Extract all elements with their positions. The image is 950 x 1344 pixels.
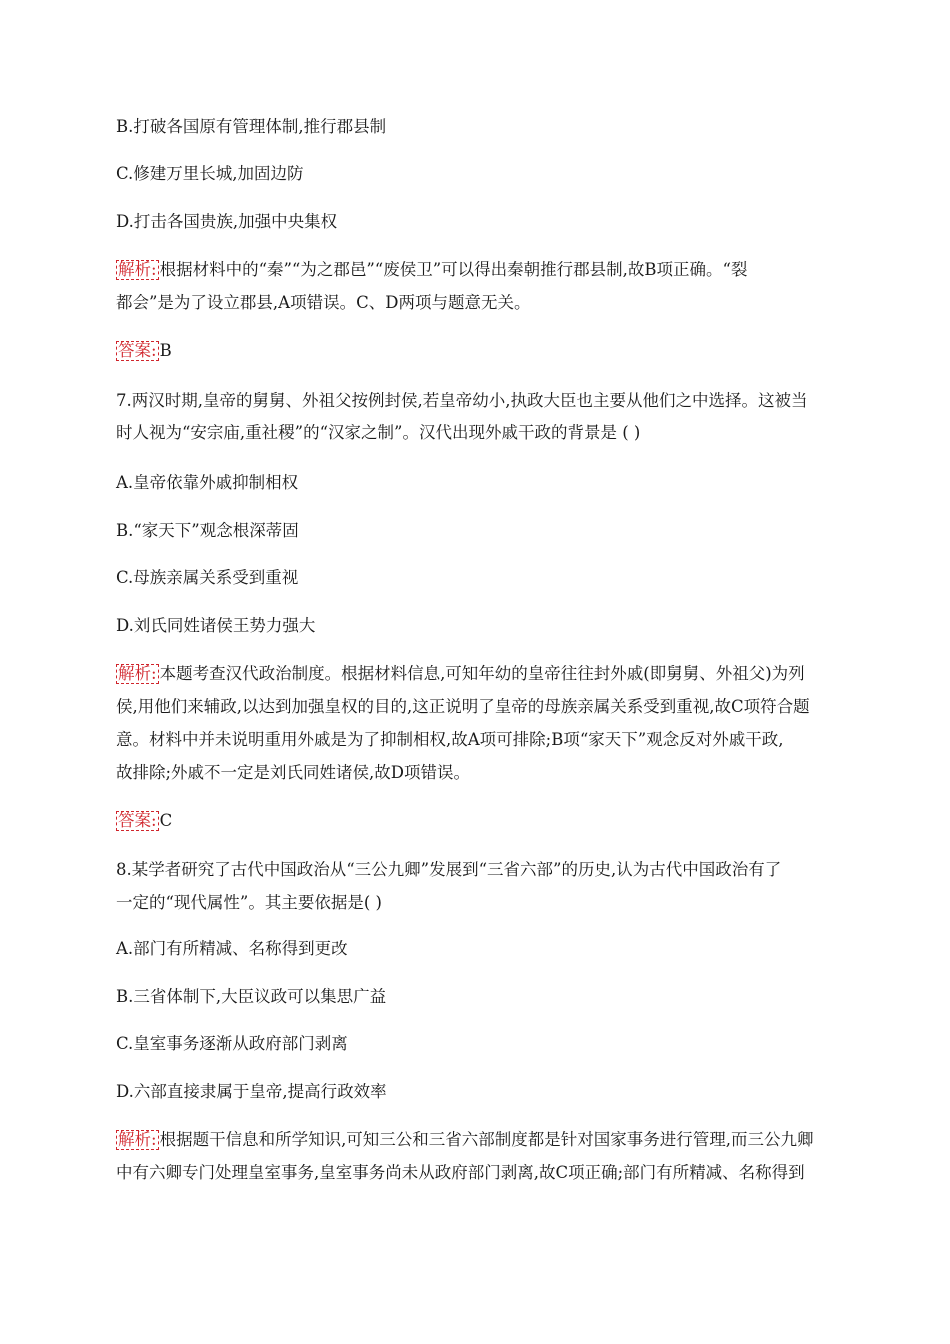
q7-option-b: B.“家天下”观念根深蒂固 (116, 521, 299, 540)
q8-option-c: C.皇室事务逐渐从政府部门剥离 (116, 1034, 348, 1053)
q7-stem-line-1: 7.两汉时期,皇帝的舅舅、外祖父按例封侯,若皇帝幼小,执政大臣也主要从他们之中选择。这被当 (116, 391, 808, 410)
q6-option-c: C.修建万里长城,加固边防 (116, 164, 304, 183)
q7-option-d: D.刘氏同姓诸侯王势力强大 (116, 616, 316, 635)
q7-analysis-line-1 (116, 663, 836, 685)
q7-answer (116, 810, 836, 832)
q7-analysis-line-4: 故排除;外戚不一定是刘氏同姓诸侯,故D项错误。 (116, 763, 471, 782)
q6-answer (116, 340, 836, 362)
answer-tag: 答案: (118, 341, 157, 360)
answer-tag: 答案: (118, 811, 157, 830)
q6-analysis-text-1: 根据材料中的“秦”“为之郡邑”“废侯卫”可以得出秦朝推行郡县制,故B项正确。“裂 (159, 260, 748, 279)
q8-stem-line-1: 8.某学者研究了古代中国政治从“三公九卿”发展到“三省六部”的历史,认为古代中国政治有了 (116, 860, 782, 879)
q7-analysis-text-1: 本题考查汉代政治制度。根据材料信息,可知年幼的皇帝往往封外戚(即舅舅、外祖父)为列 (159, 664, 805, 683)
q8-analysis-line-2: 中有六卿专门处理皇室事务,皇室事务尚未从政府部门剥离,故C项正确;部门有所精减、名称得到 (116, 1163, 805, 1182)
q8-option-d: D.六部直接隶属于皇帝,提高行政效率 (116, 1082, 387, 1101)
q8-stem-line-2: 一定的“现代属性”。其主要依据是( ) (116, 893, 382, 912)
analysis-tag: 解析: (118, 1130, 157, 1149)
q8-option-b: B.三省体制下,大臣议政可以集思广益 (116, 987, 387, 1006)
q7-option-c: C.母族亲属关系受到重视 (116, 568, 299, 587)
q8-option-a: A.部门有所精减、名称得到更改 (116, 939, 348, 958)
q8-analysis-text-1: 根据题干信息和所学知识,可知三公和三省六部制度都是针对国家事务进行管理,而三公九卿 (159, 1130, 814, 1149)
q7-answer-value: C (159, 811, 173, 830)
q7-option-a: A.皇帝依靠外戚抑制相权 (116, 473, 299, 492)
q8-analysis-line-1 (116, 1129, 836, 1151)
q6-analysis-line-1 (116, 259, 836, 281)
q6-option-b: B.打破各国原有管理体制,推行郡县制 (116, 117, 387, 136)
q7-stem-line-2: 时人视为“安宗庙,重社稷”的“汉家之制”。汉代出现外戚干政的背景是 ( ) (116, 423, 641, 442)
q7-analysis-line-3: 意。材料中并未说明重用外戚是为了抑制相权,故A项可排除;B项“家天下”观念反对外戚干政, (116, 730, 784, 749)
q6-option-d: D.打击各国贵族,加强中央集权 (116, 212, 338, 231)
q6-analysis-line-2: 都会”是为了设立郡县,A项错误。C、D两项与题意无关。 (116, 293, 531, 312)
q6-answer-value: B (159, 341, 172, 360)
analysis-tag: 解析: (118, 260, 157, 279)
analysis-tag: 解析: (118, 664, 157, 683)
q7-analysis-line-2: 侯,用他们来辅政,以达到加强皇权的目的,这正说明了皇帝的母族亲属关系受到重视,故C项符合题 (116, 697, 810, 716)
